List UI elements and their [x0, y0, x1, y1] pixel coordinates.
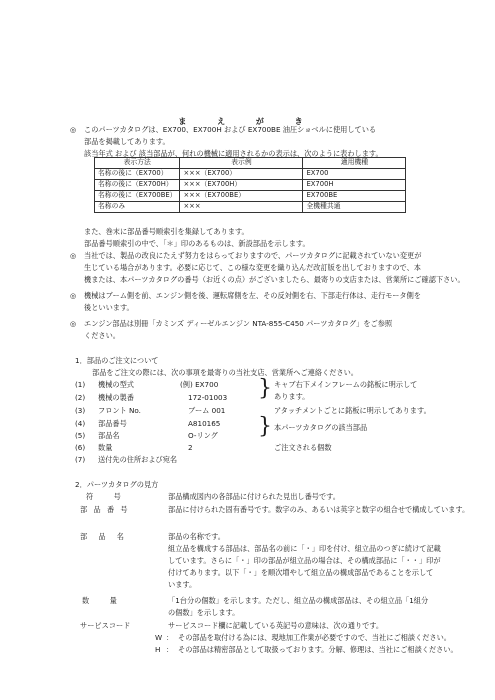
table-cell: ×××（EX700BE） — [180, 191, 303, 202]
table-header: 表示方法 — [95, 158, 180, 169]
text-line: エンジン部品は別冊「カミンズ ディーゼルエンジン NTA-855-C450 パーツカタログ」をご参照 — [84, 319, 393, 328]
guide-text: 部品構成図内の各部品に付けられた見出し番号です。 — [168, 492, 340, 501]
document-page: ま え が き ◎ このパーツカタログは、EX700、EX700H および EX700BE 油圧ショベルに使用している 部品を掲載してあります。 該当年式 および 該当部品が、何れの機械に適用されるかの表示は、次のように表わします。 表示方法 表示例 適用機種 名称の後に（EX700） ×××（EX700） EX700 名称の後に（EX700H） ×××（EX700H） EX700H 名称の後に（EX700BE） ×××（EX700BE） EX700BE 名称のみ ××× 全機種共通 また、巻末に部品番号順索引を集録してあります。 部品番号順索引の中で、「＊」印のあるものは、新設部品を示します。 ◎ 当社では、製品の改良にたえず努力をはらっておりますので、パーツカタログに記載されていない変更が 生じている場合があります。必要に応じて、この様な変更を織り込んだ改訂版を出しておりますので、本 機または、本パーツカタログの番号（お近くの点）がございましたら、最寄りの支店または、営業所にご確認下さい。 ◎ 機械はブーム側を前、エンジン側を後、運転席側を左、その反対側を右、下部走行体は、走行モータ側を 後といいます。 ◎ エンジン部品は別冊「カミンズ ディーゼルエンジン NTA-855-C450 パーツカタログ」をご参照 ください。 1．部品のご注文について 部品をご注文の際には、次の事項を最寄りの当社支店、営業所へご連絡ください。 (1) 機械の型式 (例) EX700 (2) 機械の製番 172-01003 (3) フロント No. ブーム 001 (4) 部品番号 A810165 (5) 部品名 O-リング (6) 数量 2 (7) 送付先の住所および宛名 } キャブ右下メインフレームの銘板に明示して あります。 アタッチメントごとに銘板に明示してあります。 } 本パーツカタログの該当部品 ご注文される個数 2．パーツカタログの見方 符 号 部品構成図内の各部品に付けられた見出し番号です。 部 品 番 号 部品に付けられた固有番号です。数字のみ、あるいは英字と数字の組合せで構成しています。 部 品 名 部品の名称です。 組立品を構成する部品は、部品名の前に「・」印を付け、組立品のつぎに続けて記載 しています。さらに「・」印の部品が組立品の場合は、その構成部品に「・・」印が 付けてあります。以下「・」を順次増やして組立品の構成部品であることを示して います。 数 量 「1台分の個数」を示します。ただし、組立品の構成部品は、その組立品「1組分 の個数」を示します。 サービスコード サービスコード欄に記載している英記号の意味は、次の通りです。 W ： その部品を取付ける為には、現地加工作業が必要ですので、当社にご相談ください。 H ： その部品は精密部品として取扱っております。分解、修理は、当社にご相談ください。 — [0, 0, 495, 700]
text-line: キャブ右下メインフレームの銘板に明示して — [274, 380, 418, 389]
text-line: 生じている場合があります。必要に応じて、この様な変更を織り込んだ改訂版を出しておりますので、本 — [84, 263, 421, 272]
table-row — [95, 180, 406, 191]
table-row — [95, 202, 406, 213]
index-note — [84, 228, 310, 252]
text-line: 部品を掲載してあります。 — [84, 137, 170, 146]
service-code-text: その部品を取付ける為には、現地加工作業が必要ですので、当社にご相談ください。 — [178, 633, 451, 642]
text-line: 後といいます。 — [84, 303, 134, 312]
bullet-icon: ◎ — [70, 252, 77, 260]
table-cell: 全機種共通 — [303, 202, 406, 213]
table-header: 適用機種 — [303, 158, 406, 169]
table-cell: 名称の後に（EX700H） — [95, 180, 180, 191]
text-line: あります。 — [274, 392, 310, 401]
table-cell: 名称の後に（EX700） — [95, 169, 180, 180]
brace-icon: } — [258, 376, 272, 401]
text-line: このパーツカタログは、EX700、EX700H および EX700BE 油圧ショベルに使用している — [84, 125, 377, 134]
order-note-part: 本パーツカタログの該当部品 — [274, 423, 368, 432]
page-title: ま え が き — [178, 117, 317, 126]
guide-text: 「1台分の個数」を示します。ただし、組立品の構成部品は、その組立品「1組分 の個数」を示します。 — [168, 596, 429, 617]
service-code-text: その部品は精密部品として取扱っております。分解、修理は、当社にご相談ください。 — [178, 645, 458, 654]
order-note-quantity: ご注文される個数 — [274, 443, 332, 452]
table-row — [95, 191, 406, 202]
bullet-icon: ◎ — [70, 320, 77, 328]
section-1-heading: 1．部品のご注文について — [75, 356, 159, 365]
model-indication-table — [94, 157, 406, 213]
bullet-icon: ◎ — [70, 292, 77, 300]
section-2-heading: 2．パーツカタログの見方 — [75, 480, 159, 489]
table-header: 表示例 — [180, 158, 303, 169]
bullet-icon: ◎ — [70, 126, 77, 134]
table-cell: EX700 — [303, 169, 406, 180]
service-code: W — [155, 633, 163, 642]
brace-icon: } — [258, 414, 272, 439]
guide-label: 部 品 番 号 — [80, 505, 130, 514]
service-code: H — [155, 645, 161, 654]
guide-text: 部品に付けられた固有番号です。数字のみ、あるいは英字と数字の組合せで構成しています。 — [168, 505, 470, 514]
table-cell: EX700BE — [303, 191, 406, 202]
guide-label: サービスコード — [80, 621, 131, 630]
guide-label: 部 品 名 — [80, 532, 126, 541]
text-line: ください。 — [84, 331, 120, 340]
guide-text: サービスコード欄に記載している英記号の意味は、次の通りです。 — [168, 621, 384, 630]
table-cell: ×××（EX700） — [180, 169, 303, 180]
intro-paragraph-3 — [84, 292, 421, 316]
text-line: 当社では、製品の改良にたえず努力をはらっておりますので、パーツカタログに記載されていない変更が — [84, 251, 422, 260]
table-cell: ×××（EX700H） — [180, 180, 303, 191]
table-cell: 名称のみ — [95, 202, 180, 213]
text-line: 部品番号順索引の中で、「＊」印のあるものは、新設部品を示します。 — [84, 239, 310, 248]
order-note-front: アタッチメントごとに銘板に明示してあります。 — [274, 406, 431, 415]
text-line: 該当年式 および 該当部品が、何れの機械に適用されるかの表示は、次のように表わします。 — [84, 149, 383, 158]
text-line: また、巻末に部品番号順索引を集録してあります。 — [84, 227, 249, 236]
order-note-serial — [274, 381, 417, 405]
guide-text: 部品の名称です。 組立品を構成する部品は、部品名の前に「・」印を付け、組立品のつぎに続けて記載 しています。さらに「・」印の部品が組立品の場合は、その構成部品に「・・」印が 付けてあります。以下「・」を順次増やして組立品の構成部品であることを示して います。 — [168, 532, 441, 589]
table-cell: 名称の後に（EX700BE） — [95, 191, 180, 202]
text-line: 機械はブーム側を前、エンジン側を後、運転席側を左、その反対側を右、下部走行体は、走行モータ側を — [84, 291, 421, 300]
table-cell: EX700H — [303, 180, 406, 191]
guide-label: 符 号 — [86, 492, 123, 501]
table-cell: ××× — [180, 202, 303, 213]
intro-paragraph-2 — [84, 252, 465, 288]
table-row — [95, 169, 406, 180]
section-1-lead: 部品をご注文の際には、次の事項を最寄りの当社支店、営業所へご連絡ください。 — [92, 368, 358, 377]
guide-label: 数 量 — [82, 596, 119, 605]
intro-paragraph-4 — [84, 320, 392, 344]
text-line: 機または、本パーツカタログの番号（お近くの点）がございましたら、最寄りの支店または、営業所にご確認下さい。 — [84, 275, 465, 284]
